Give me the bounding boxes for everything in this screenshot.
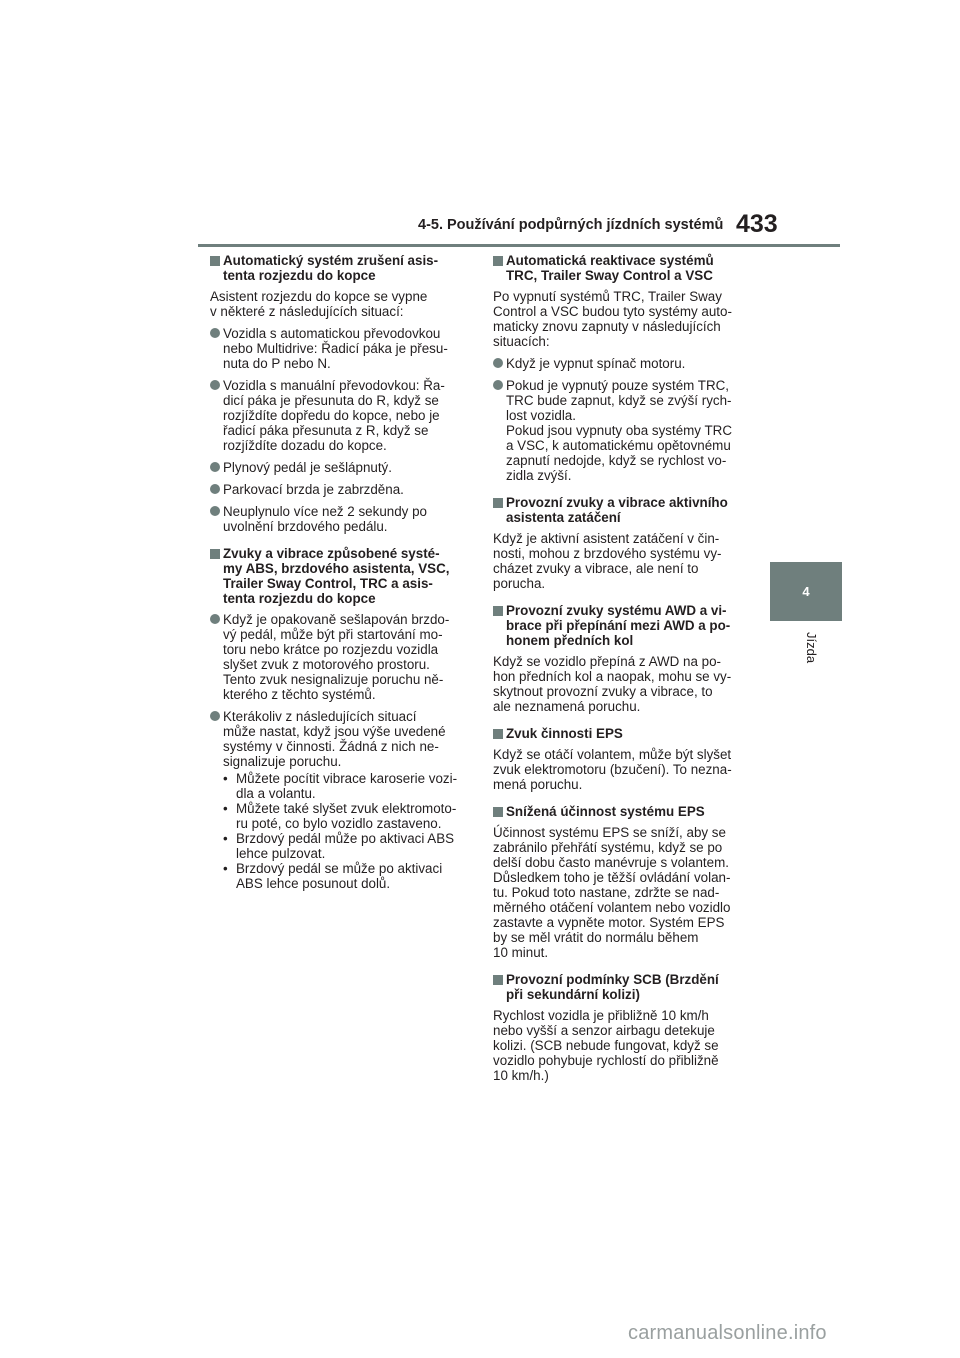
section-scb-conditions xyxy=(493,972,751,1083)
paragraph: Když se vozidlo přepíná z AWD na po- hon předních kol a naopak, mohu se vy- skytnout provozní zvuky a vibrace, to ale neznamená poruchu. xyxy=(493,654,732,714)
bullet-dot-icon xyxy=(210,506,220,516)
chapter-number: 4 xyxy=(802,584,810,599)
list-item xyxy=(210,709,468,769)
section-heading xyxy=(493,972,751,1002)
bullet-dot-icon xyxy=(493,380,503,390)
sub-bullet-icon: • xyxy=(223,861,228,876)
section-trc-reactivation xyxy=(493,253,751,483)
section-title: 4-5. Používání podpůrných jízdních systémů xyxy=(418,217,724,233)
square-marker-icon xyxy=(210,549,220,559)
paragraph: Když se otáčí volantem, může být slyšet zvuk elektromotoru (bzučení). To nezna- mená poruchu. xyxy=(493,747,732,792)
section-steering-assist-sounds xyxy=(493,495,751,591)
list-item xyxy=(493,378,751,483)
list-item xyxy=(210,612,468,702)
sub-list xyxy=(210,771,468,891)
sub-bullet-icon: • xyxy=(223,771,228,786)
square-marker-icon xyxy=(493,256,503,266)
list-item-text: Pokud je vypnutý pouze systém TRC, TRC bude zapnut, když se zvýší rych- lost vozidla. Pokud jsou vypnuty oba systémy TRC a VSC, k automatickému opětovnému zapnutí nedojde, když se rychlost vo- zidla zvýší. xyxy=(506,378,733,483)
page-number: 433 xyxy=(736,210,778,238)
paragraph: Účinnost systému EPS se sníží, aby se zabránilo přehřátí systému, když se po delší dobu často manévruje s volantem. Důsledkem toho je těžší ovládání volan- tu. Pokud toto nastane, zdržte se nad- měrného otáčení volantem nebo vozidlo zastavte a vypněte motor. Systém EPS by se měl vrátit do normálu během 10 minut. xyxy=(493,825,731,960)
section-heading xyxy=(210,546,468,606)
list-item-text: Vozidla s manuální převodovkou: Řa- dicí páka je přesunuta do R, když se rozjíždíte dopředu do kopce, nebo je řadicí páka přesunuta z R, když se rozjíždíte dozadu do kopce. xyxy=(223,378,445,453)
bullet-dot-icon xyxy=(210,711,220,721)
square-marker-icon xyxy=(493,498,503,508)
paragraph: Rychlost vozidla je přibližně 10 km/h nebo vyšší a senzor airbagu detekuje kolizi. (SCB nebude fungovat, když se vozidlo pohybuje rychlostí do přibližně 10 km/h.) xyxy=(493,1008,719,1083)
bullet-dot-icon xyxy=(210,614,220,624)
list-item xyxy=(210,326,468,371)
heading-text: Provozní podmínky SCB (Brzdění při sekundární kolizi) xyxy=(506,972,719,1002)
list-item-text: Když je vypnut spínač motoru. xyxy=(506,356,686,371)
list-item-text: Když je opakovaně sešlapován brzdo- vý pedál, může být při startování mo- toru nebo krátce po rozjezdu vozidla slyšet zvuk z motorového prostoru. Tento zvuk nesignalizuje poruchu ně- kterého z těchto systémů. xyxy=(223,612,450,702)
section-heading xyxy=(493,495,751,525)
section-heading xyxy=(210,253,468,283)
sub-list-item xyxy=(223,801,468,831)
sub-list-item-text: Můžete také slyšet zvuk elektromoto- ru poté, co bylo vozidlo zastaveno. xyxy=(236,801,457,831)
left-column xyxy=(210,253,468,903)
watermark: carmanualsonline.info xyxy=(628,1322,827,1344)
section-awd-sounds xyxy=(493,603,751,714)
list-item-text: Parkovací brzda je zabrzděna. xyxy=(223,482,404,497)
list-item xyxy=(210,460,468,475)
section-eps-sound xyxy=(493,726,751,792)
bullet-dot-icon xyxy=(210,328,220,338)
heading-text: Snížená účinnost systému EPS xyxy=(506,804,705,819)
list-item xyxy=(210,504,468,534)
section-hill-start-cancel xyxy=(210,253,468,534)
heading-text: Automatická reaktivace systémů TRC, Trailer Sway Control a VSC xyxy=(506,253,714,283)
square-marker-icon xyxy=(493,807,503,817)
list-item xyxy=(493,356,751,371)
section-heading xyxy=(493,603,751,648)
bullet-dot-icon xyxy=(210,484,220,494)
sub-list-item xyxy=(223,861,468,891)
section-abs-sounds xyxy=(210,546,468,891)
sub-list-item-text: Můžete pocítit vibrace karoserie vozi- dla a volantu. xyxy=(236,771,458,801)
bullet-dot-icon xyxy=(210,380,220,390)
section-heading xyxy=(493,253,751,283)
heading-text: Zvuk činnosti EPS xyxy=(506,726,623,741)
right-column xyxy=(493,253,751,1095)
bullet-dot-icon xyxy=(493,358,503,368)
list-item xyxy=(210,378,468,453)
bullet-dot-icon xyxy=(210,462,220,472)
paragraph: Po vypnutí systémů TRC, Trailer Sway Control a VSC budou tyto systémy auto- maticky znovu zapnuty v následujících situacích: xyxy=(493,289,732,349)
section-heading xyxy=(493,726,751,741)
sub-list-item-text: Brzdový pedál může po aktivaci ABS lehce pulzovat. xyxy=(236,831,455,861)
list-item-text: Plynový pedál je sešlápnutý. xyxy=(223,460,392,475)
paragraph: Asistent rozjezdu do kopce se vypne v některé z následujících situací: xyxy=(210,289,428,319)
list-item-text: Kterákoliv z následujících situací může nastat, když jsou výše uvedené systémy v činnosti. Žádná z nich ne- signalizuje poruchu. xyxy=(223,709,446,769)
chapter-tab[interactable] xyxy=(770,562,842,621)
header-divider xyxy=(198,244,840,247)
list-item-text: Vozidla s automatickou převodovkou nebo Multidrive: Řadicí páka je přesu- nuta do P nebo N. xyxy=(223,326,448,371)
sub-list-item xyxy=(223,771,468,801)
list-item-text: Neuplynulo více než 2 sekundy po uvolnění brzdového pedálu. xyxy=(223,504,427,534)
sub-bullet-icon: • xyxy=(223,801,228,816)
list-item xyxy=(210,482,468,497)
paragraph: Když je aktivní asistent zatáčení v čin- nosti, mohou z brzdového systému vy- cházet zvuky a vibrace, ale není to porucha. xyxy=(493,531,722,591)
heading-text: Provozní zvuky systému AWD a vi- brace při přepínání mezi AWD a po- honem předních kol xyxy=(506,603,731,648)
square-marker-icon xyxy=(493,606,503,616)
sub-list-item xyxy=(223,831,468,861)
heading-text: Provozní zvuky a vibrace aktivního asistenta zatáčení xyxy=(506,495,728,525)
section-heading xyxy=(493,804,751,819)
sub-list-item-text: Brzdový pedál se může po aktivaci ABS lehce posunout dolů. xyxy=(236,861,443,891)
square-marker-icon xyxy=(493,975,503,985)
square-marker-icon xyxy=(493,729,503,739)
square-marker-icon xyxy=(210,256,220,266)
heading-text: Automatický systém zrušení asis- tenta rozjezdu do kopce xyxy=(223,253,439,283)
section-eps-reduced xyxy=(493,804,751,960)
chapter-label: Jízda xyxy=(804,632,819,664)
sub-bullet-icon: • xyxy=(223,831,228,846)
heading-text: Zvuky a vibrace způsobené systé- my ABS, brzdového asistenta, VSC, Trailer Sway Control, TRC a asis- tenta rozjezdu do kopce xyxy=(223,546,450,606)
